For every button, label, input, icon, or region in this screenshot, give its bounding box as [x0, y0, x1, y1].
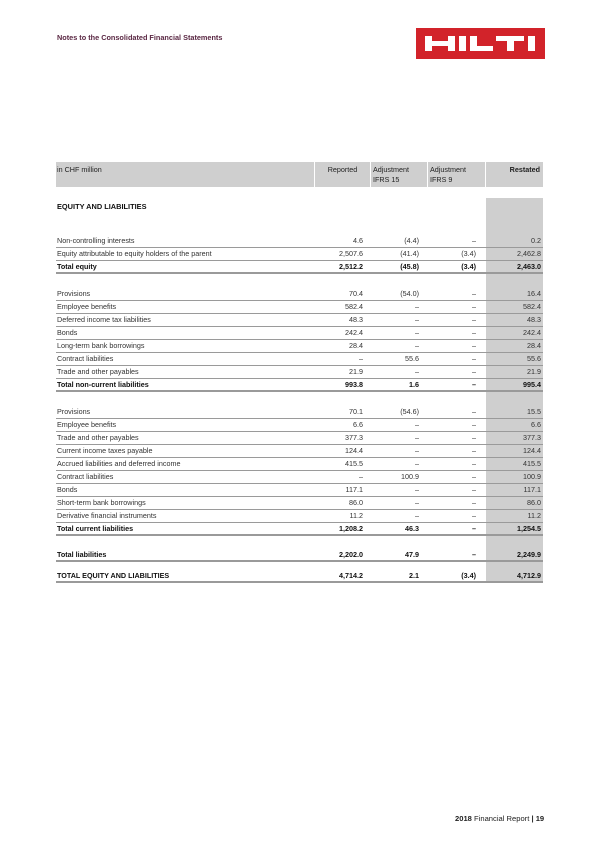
- cell-adjustment-ifrs9: –: [472, 550, 476, 559]
- cell-reported: 582.4: [345, 302, 363, 311]
- cell-adjustment-ifrs9: –: [472, 315, 476, 324]
- cell-restated: 55.6: [527, 354, 541, 363]
- column-divider: [370, 162, 371, 187]
- col-header-adjustment-ifrs15-line1: Adjustment: [373, 165, 409, 174]
- cell-reported: 1,208.2: [339, 524, 363, 533]
- table-total-row: [56, 379, 543, 392]
- cell-reported: 415.5: [345, 459, 363, 468]
- cell-adjustment-ifrs9: –: [472, 433, 476, 442]
- col-header-reported: Reported: [327, 165, 358, 174]
- table-total-row: [56, 523, 543, 536]
- cell-restated: 415.5: [523, 459, 541, 468]
- row-label: Long-term bank borrowings: [57, 341, 145, 350]
- cell-restated: 2,462.8: [517, 249, 541, 258]
- cell-reported: 48.3: [349, 315, 363, 324]
- row-label: Equity attributable to equity holders of the parent: [57, 249, 212, 258]
- table-total-row: [56, 570, 543, 583]
- cell-restated: 100.9: [523, 472, 541, 481]
- hilti-logo: [416, 28, 545, 59]
- row-label: Total liabilities: [57, 550, 107, 559]
- row-label: Provisions: [57, 289, 91, 298]
- cell-adjustment-ifrs15: –: [415, 341, 419, 350]
- cell-adjustment-ifrs15: –: [415, 485, 419, 494]
- cell-restated: 1,254.5: [517, 524, 541, 533]
- col-header-restated: Restated: [509, 165, 540, 174]
- table-row: [56, 327, 543, 340]
- table-row: [56, 471, 543, 484]
- col-header-adjustment-ifrs15-line2: IFRS 15: [373, 175, 400, 184]
- cell-adjustment-ifrs9: –: [472, 511, 476, 520]
- cell-restated: 124.4: [523, 446, 541, 455]
- row-label: Deferred income tax liabilities: [57, 315, 151, 324]
- cell-adjustment-ifrs15: –: [415, 367, 419, 376]
- row-label: Bonds: [57, 485, 78, 494]
- cell-reported: 4.6: [353, 236, 363, 245]
- row-label: Total equity: [57, 262, 97, 271]
- cell-adjustment-ifrs9: –: [472, 341, 476, 350]
- cell-adjustment-ifrs9: (3.4): [461, 249, 476, 258]
- row-label: Provisions: [57, 407, 91, 416]
- cell-adjustment-ifrs15: –: [415, 328, 419, 337]
- cell-adjustment-ifrs15: (4.4): [404, 236, 419, 245]
- cell-adjustment-ifrs15: –: [415, 446, 419, 455]
- table-row: [56, 353, 543, 366]
- row-label: Employee benefits: [57, 302, 117, 311]
- cell-reported: 993.8: [345, 380, 363, 389]
- col-header-adjustment-ifrs9-line1: Adjustment: [430, 165, 466, 174]
- cell-restated: 377.3: [523, 433, 541, 442]
- cell-reported: 28.4: [349, 341, 363, 350]
- cell-reported: 86.0: [349, 498, 363, 507]
- cell-restated: 0.2: [531, 236, 541, 245]
- table-row: [56, 248, 543, 261]
- row-label: Bonds: [57, 328, 78, 337]
- cell-adjustment-ifrs15: 55.6: [405, 354, 419, 363]
- footer-page-number: 19: [535, 814, 545, 823]
- cell-adjustment-ifrs9: –: [472, 472, 476, 481]
- cell-restated: 48.3: [527, 315, 541, 324]
- col-header-label: in CHF million: [57, 165, 102, 174]
- table-total-row: [56, 261, 543, 274]
- row-label: TOTAL EQUITY AND LIABILITIES: [57, 571, 170, 580]
- cell-adjustment-ifrs9: –: [472, 354, 476, 363]
- table-row: [56, 445, 543, 458]
- cell-adjustment-ifrs15: 1.6: [409, 380, 419, 389]
- table-row: [56, 484, 543, 497]
- cell-restated: 2,249.9: [517, 550, 541, 559]
- cell-restated: 28.4: [527, 341, 541, 350]
- cell-restated: 86.0: [527, 498, 541, 507]
- footer-separator: |: [531, 814, 534, 823]
- table-row: [56, 406, 543, 419]
- cell-adjustment-ifrs9: –: [472, 498, 476, 507]
- row-label: Non-controlling interests: [57, 236, 135, 245]
- cell-reported: 70.4: [349, 289, 363, 298]
- column-divider: [427, 162, 428, 187]
- cell-reported: 6.6: [353, 420, 363, 429]
- row-label: Derivative financial instruments: [57, 511, 157, 520]
- cell-reported: –: [359, 354, 363, 363]
- cell-adjustment-ifrs9: –: [472, 420, 476, 429]
- table-row: [56, 340, 543, 353]
- table-total-row: [56, 549, 543, 562]
- page-footer: [455, 814, 544, 823]
- table-row: [56, 301, 543, 314]
- cell-reported: 124.4: [345, 446, 363, 455]
- cell-adjustment-ifrs15: –: [415, 433, 419, 442]
- cell-reported: 21.9: [349, 367, 363, 376]
- table-header: [56, 162, 543, 187]
- cell-adjustment-ifrs15: (54.6): [400, 407, 419, 416]
- cell-reported: –: [359, 472, 363, 481]
- cell-adjustment-ifrs9: –: [472, 367, 476, 376]
- cell-restated: 4,712.9: [517, 571, 541, 580]
- cell-adjustment-ifrs9: –: [472, 407, 476, 416]
- row-label: Employee benefits: [57, 420, 117, 429]
- row-label: Contract liabilities: [57, 354, 114, 363]
- cell-adjustment-ifrs9: –: [472, 446, 476, 455]
- table-row: [56, 497, 543, 510]
- cell-adjustment-ifrs15: 100.9: [401, 472, 419, 481]
- cell-adjustment-ifrs9: (3.4): [461, 571, 476, 580]
- col-header-adjustment-ifrs9-line2: IFRS 9: [430, 175, 453, 184]
- cell-adjustment-ifrs15: (45.8): [400, 262, 419, 271]
- cell-adjustment-ifrs15: 47.9: [405, 550, 419, 559]
- table-row: [56, 288, 543, 301]
- table-row: [56, 419, 543, 432]
- cell-restated: 6.6: [531, 420, 541, 429]
- cell-restated: 2,463.0: [517, 262, 541, 271]
- cell-restated: 242.4: [523, 328, 541, 337]
- cell-restated: 11.2: [527, 511, 541, 520]
- cell-reported: 2,507.6: [339, 249, 363, 258]
- cell-adjustment-ifrs9: –: [472, 459, 476, 468]
- footer-year: 2018: [455, 814, 472, 823]
- col-header-adjustment-ifrs15: [373, 162, 428, 187]
- cell-adjustment-ifrs15: –: [415, 315, 419, 324]
- table-row: [56, 314, 543, 327]
- row-label: Total current liabilities: [57, 524, 134, 533]
- cell-adjustment-ifrs15: –: [415, 420, 419, 429]
- table-row: [56, 366, 543, 379]
- cell-adjustment-ifrs15: (54.0): [400, 289, 419, 298]
- cell-adjustment-ifrs15: –: [415, 302, 419, 311]
- cell-adjustment-ifrs15: 2.1: [409, 571, 419, 580]
- table-row: [56, 458, 543, 471]
- table-row: [56, 235, 543, 248]
- row-label: Trade and other payables: [57, 433, 139, 442]
- cell-restated: 21.9: [527, 367, 541, 376]
- cell-restated: 15.5: [527, 407, 541, 416]
- table-row: [56, 510, 543, 523]
- cell-adjustment-ifrs9: –: [472, 302, 476, 311]
- cell-restated: 995.4: [523, 380, 541, 389]
- cell-reported: 2,512.2: [339, 262, 363, 271]
- cell-adjustment-ifrs9: –: [472, 380, 476, 389]
- cell-reported: 2,202.0: [339, 550, 363, 559]
- row-label: Total non-current liabilities: [57, 380, 149, 389]
- cell-reported: 70.1: [349, 407, 363, 416]
- cell-adjustment-ifrs9: –: [472, 328, 476, 337]
- cell-adjustment-ifrs15: –: [415, 459, 419, 468]
- cell-adjustment-ifrs15: –: [415, 511, 419, 520]
- cell-adjustment-ifrs9: –: [472, 236, 476, 245]
- hilti-logo-icon: [416, 28, 545, 59]
- cell-reported: 11.2: [349, 511, 363, 520]
- row-label: Contract liabilities: [57, 472, 114, 481]
- cell-adjustment-ifrs15: 46.3: [405, 524, 419, 533]
- cell-adjustment-ifrs9: (3.4): [461, 262, 476, 271]
- cell-reported: 242.4: [345, 328, 363, 337]
- table-row: [56, 432, 543, 445]
- page-title: Notes to the Consolidated Financial Statements: [57, 33, 223, 42]
- row-label: Short-term bank borrowings: [57, 498, 146, 507]
- section-title: EQUITY AND LIABILITIES: [57, 202, 147, 211]
- row-label: Trade and other payables: [57, 367, 139, 376]
- cell-reported: 4,714.2: [339, 571, 363, 580]
- cell-reported: 117.1: [345, 485, 363, 494]
- cell-reported: 377.3: [345, 433, 363, 442]
- col-header-adjustment-ifrs9: [430, 162, 485, 187]
- row-label: Current income taxes payable: [57, 446, 153, 455]
- cell-adjustment-ifrs9: –: [472, 485, 476, 494]
- row-label: Accrued liabilities and deferred income: [57, 459, 181, 468]
- cell-restated: 582.4: [523, 302, 541, 311]
- cell-adjustment-ifrs15: –: [415, 498, 419, 507]
- cell-restated: 16.4: [527, 289, 541, 298]
- cell-adjustment-ifrs9: –: [472, 524, 476, 533]
- footer-report: Financial Report: [474, 814, 530, 823]
- cell-adjustment-ifrs15: (41.4): [400, 249, 419, 258]
- cell-adjustment-ifrs9: –: [472, 289, 476, 298]
- cell-restated: 117.1: [523, 485, 541, 494]
